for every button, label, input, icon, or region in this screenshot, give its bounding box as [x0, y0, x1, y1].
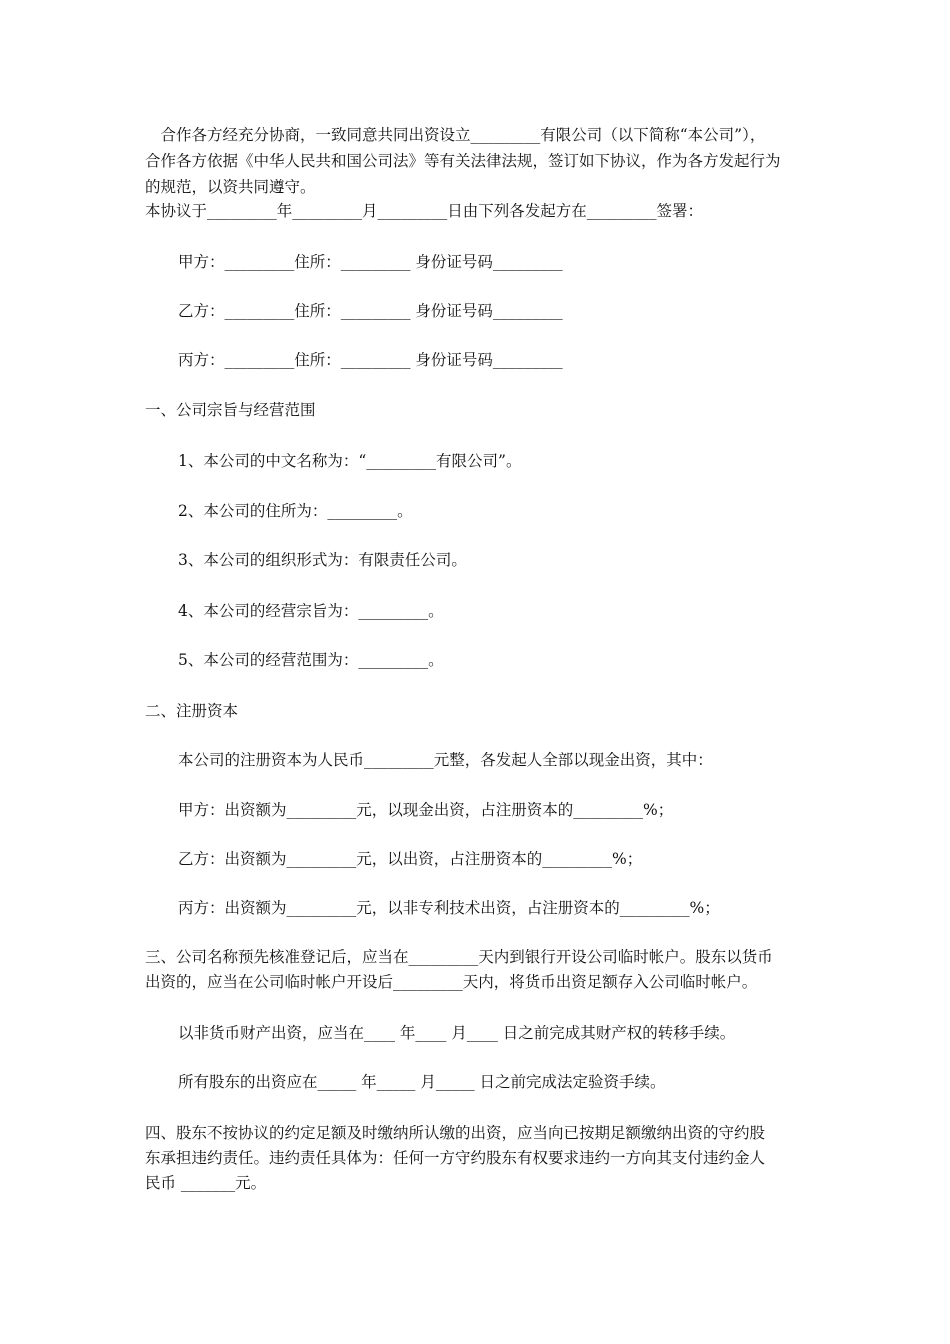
- section3-non-cash: 以非货币财产出资，应当在____ 年____ 月____ 日之前完成其财产权的转移手续。: [178, 1024, 736, 1042]
- party-c: 丙方：_________住所：_________ 身份证号码_________: [178, 351, 563, 369]
- party-b: 乙方：_________住所：_________ 身份证号码_________: [178, 302, 563, 320]
- signing-line: 本协议于_________年_________月_________日由下列各发起方在_________签署：: [145, 202, 704, 220]
- section3-line-2: 出资的，应当在公司临时帐户开设后_________天内，将货币出资足额存入公司临时帐户。: [145, 973, 758, 991]
- section1-item-2: 2、本公司的住所为：_________。: [178, 502, 413, 520]
- section1-heading: 一、公司宗旨与经营范围: [145, 401, 316, 419]
- section2-heading: 二、注册资本: [145, 702, 239, 720]
- intro-line-2: 合作各方依据《中华人民共和国公司法》等有关法律法规，签订如下协议，作为各方发起行为: [145, 152, 781, 170]
- section4-line-3: 民币 _______元。: [145, 1174, 267, 1192]
- contribution-b: 乙方：出资额为_________元，以出资，占注册资本的_________%；: [178, 850, 643, 868]
- section3-verification: 所有股东的出资应在_____ 年_____ 月_____ 日之前完成法定验资手续。: [178, 1073, 666, 1091]
- section4-line-2: 东承担违约责任。违约责任具体为：任何一方守约股东有权要求违约一方向其支付违约金人: [145, 1149, 766, 1167]
- contribution-c: 丙方：出资额为_________元，以非专利技术出资，占注册资本的_________%；: [178, 899, 720, 917]
- section2-capital: 本公司的注册资本为人民币_________元整，各发起人全部以现金出资，其中：: [178, 751, 713, 769]
- section1-item-4: 4、本公司的经营宗旨为：_________。: [178, 602, 444, 620]
- party-a: 甲方：_________住所：_________ 身份证号码_________: [178, 253, 563, 271]
- intro-line-3: 的规范，以资共同遵守。: [145, 178, 316, 196]
- section4-line-1: 四、股东不按协议的约定足额及时缴纳所认缴的出资，应当向已按期足额缴纳出资的守约股: [145, 1124, 766, 1142]
- intro-line-1: 合作各方经充分协商，一致同意共同出资设立_________有限公司（以下简称“本公司”），: [145, 126, 766, 144]
- section1-item-5: 5、本公司的经营范围为：_________。: [178, 651, 444, 669]
- section1-item-1: 1、本公司的中文名称为：“_________有限公司”。: [178, 452, 522, 470]
- contribution-a: 甲方：出资额为_________元，以现金出资，占注册资本的_________%；: [178, 801, 674, 819]
- section3-line-1: 三、公司名称预先核准登记后，应当在_________天内到银行开设公司临时帐户。股东以货币: [145, 948, 773, 966]
- section1-item-3: 3、本公司的组织形式为：有限责任公司。: [178, 551, 467, 569]
